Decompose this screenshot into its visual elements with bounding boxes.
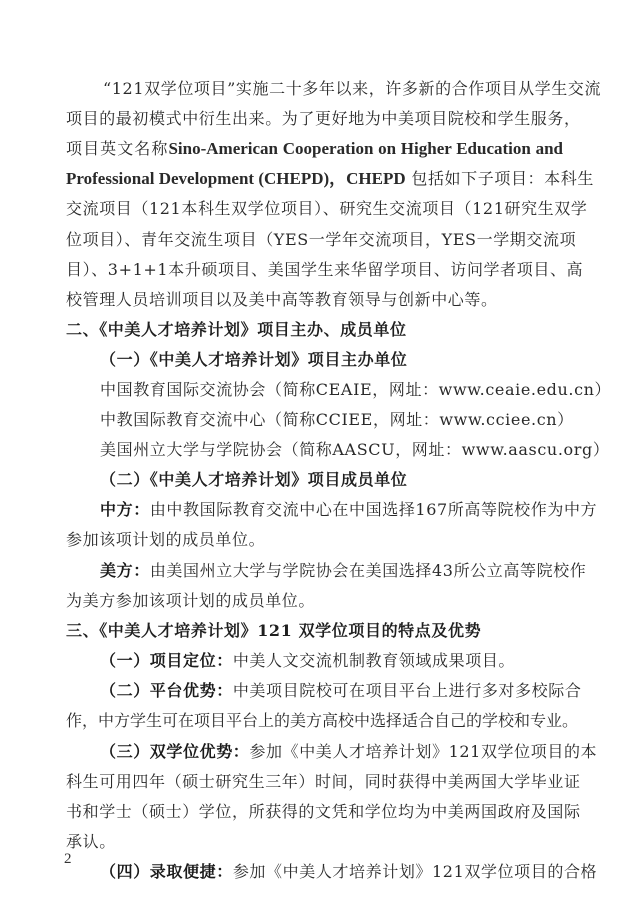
point-3-line-3: 书和学士（硕士）学位，所获得的文凭和学位均为中美两国政府及国际	[66, 802, 581, 821]
paragraph-1-line-3	[66, 138, 563, 160]
point-2-label: （二）平台优势：	[100, 681, 233, 700]
point-4-line-1	[100, 861, 598, 883]
section-2-heading: 二、《中美人才培养计划》项目主办、成员单位	[66, 320, 407, 339]
us-members-line-1	[100, 560, 587, 582]
point-2-text: 中美项目院校可在项目平台上进行多对多校际合	[232, 681, 582, 700]
section-2-sub-2-heading: （二）《中美人才培养计划》项目成员单位	[100, 470, 408, 489]
point-1-label: （一）项目定位：	[100, 651, 233, 670]
point-3-line-1	[100, 741, 598, 763]
host-org-ceaie: 中国教育国际交流协会（简称CEAIE，网址：www.ceaie.edu.cn）	[100, 380, 612, 399]
china-members-line-1	[100, 499, 598, 521]
point-2-line-2: 作，中方学生可在项目平台上的美方高校中选择适合自己的学校和专业。	[66, 711, 579, 730]
point-2-line-1	[100, 680, 582, 702]
point-3-line-2: 科生可用四年（硕士研究生三年）时间，同时获得中美两国大学毕业证	[66, 772, 581, 791]
english-program-name: Sino-American Cooperation on Higher Education and	[168, 139, 563, 158]
china-label: 中方：	[100, 500, 150, 519]
us-members-text: 由美国州立大学与学院协会在美国选择43所公立高等院校作	[149, 561, 587, 580]
page-number: 2	[64, 851, 72, 867]
paragraph-1-line-5: 交流项目（121本科生双学位项目）、研究生交流项目（121研究生双学	[66, 199, 588, 218]
china-members-text: 由中教国际教育交流中心在中国选择167所高等院校作为中方	[149, 500, 598, 519]
us-members-line-2: 为美方参加该项计划的成员单位。	[66, 591, 316, 610]
point-1-line-1	[100, 650, 597, 672]
english-program-name-cont: Professional Development (CHEPD)，CHEPD	[66, 169, 406, 188]
paragraph-1-line-6: 位项目）、青年交流生项目（YES一学年交流项目，YES一学期交流项	[66, 230, 577, 249]
host-org-aascu: 美国州立大学与学院协会（简称AASCU，网址：www.aascu.org）	[100, 440, 610, 459]
text-suffix: 包括如下子项目：本科生	[405, 169, 594, 188]
paragraph-1-line-4	[66, 168, 594, 190]
point-3-label: （三）双学位优势：	[100, 742, 250, 761]
paragraph-1-line-8: 校管理人员培训项目以及美中高等教育领导与创新中心等。	[66, 290, 498, 309]
text-prefix: 项目英文名称	[66, 139, 169, 158]
china-members-line-2: 参加该项计划的成员单位。	[66, 530, 266, 549]
point-3-text: 参加《中美人才培养计划》121双学位项目的本	[249, 742, 598, 761]
us-label: 美方：	[100, 561, 150, 580]
point-1-text: 中美人文交流机制教育领域成果项目。	[232, 651, 516, 670]
host-org-cciee: 中教国际教育交流中心（简称CCIEE，网址：www.cciee.cn）	[100, 410, 574, 429]
paragraph-1-line-7: 目）、3+1+1本升硕项目、美国学生来华留学项目、访问学者项目、高	[66, 260, 584, 279]
paragraph-1-line-2: 项目的最初模式中衍生出来。为了更好地为中美项目院校和学生服务，	[66, 109, 581, 128]
point-3-line-4: 承认。	[66, 832, 116, 851]
point-4-text: 参加《中美人才培养计划》121双学位项目的合格	[232, 862, 598, 881]
section-3-heading: 三、《中美人才培养计划》121 双学位项目的特点及优势	[66, 621, 482, 640]
point-4-label: （四）录取便捷：	[100, 862, 233, 881]
paragraph-1-line-1: “121双学位项目”实施二十多年以来，许多新的合作项目从学生交流	[103, 79, 602, 98]
section-2-sub-1-heading: （一）《中美人才培养计划》项目主办单位	[100, 350, 408, 369]
